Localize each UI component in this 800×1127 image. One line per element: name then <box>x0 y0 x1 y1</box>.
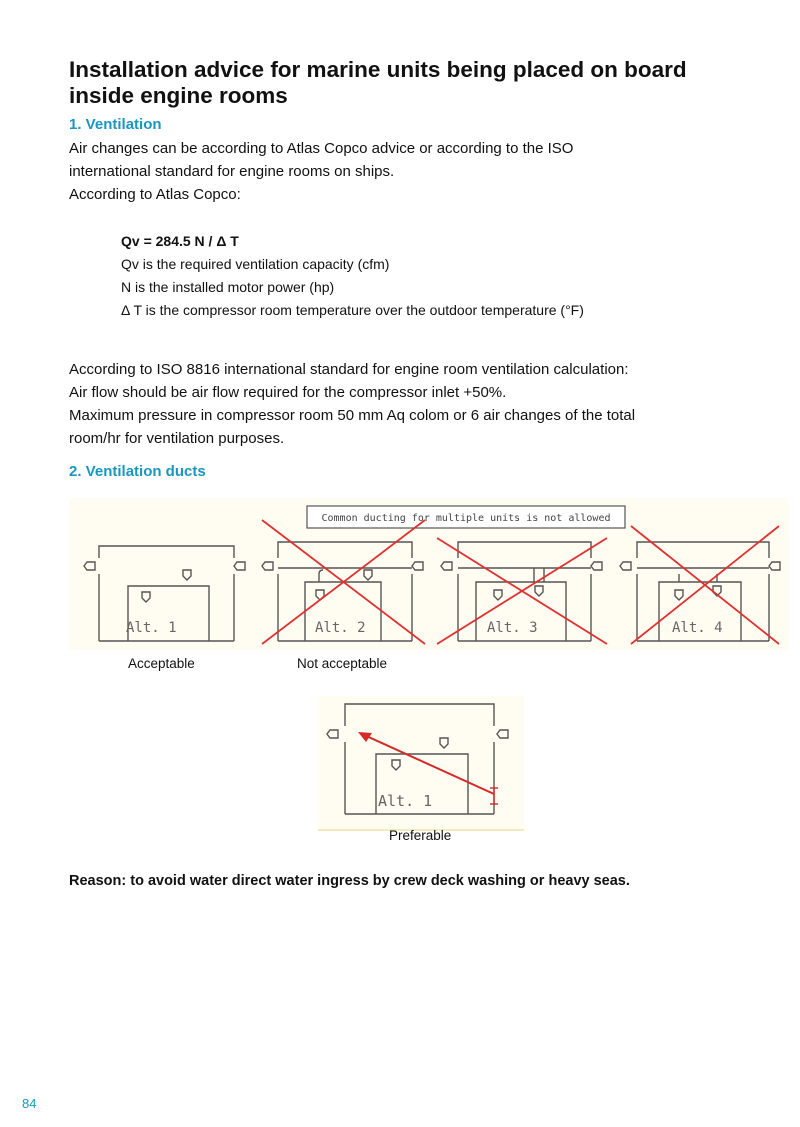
formula: Qv = 284.5 N / Δ T <box>121 233 239 249</box>
formula-definition: N is the installed motor power (hp) <box>121 279 335 295</box>
caption-not-acceptable: Not acceptable <box>297 656 388 671</box>
formula-block <box>121 230 584 322</box>
paragraph-intro <box>69 137 729 206</box>
paragraph-iso <box>69 358 729 450</box>
alt-label: Alt. 4 <box>672 620 723 636</box>
formula-definition: Δ T is the compressor room temperature over the outdoor temperature (°F) <box>121 302 584 318</box>
formula-definition: Qv is the required ventilation capacity (cfm) <box>121 256 390 272</box>
section-heading-ventilation: 1. Ventilation <box>69 116 162 133</box>
reason-note: Reason: to avoid water direct water ingress by crew deck washing or heavy seas. <box>69 873 630 889</box>
duct-alternatives-diagram <box>69 498 789 650</box>
alt-label: Alt. 2 <box>315 620 366 636</box>
section-heading-ducts: 2. Ventilation ducts <box>69 463 206 480</box>
text-line: Air changes can be according to Atlas Copco advice or according to the ISO <box>69 140 574 157</box>
alt-label: Alt. 1 <box>126 620 177 636</box>
text-line: According to ISO 8816 international standard for engine room ventilation calculation: <box>69 361 629 378</box>
caption-acceptable: Acceptable <box>128 656 195 671</box>
alt-label: Alt. 3 <box>487 620 538 636</box>
page-title: Installation advice for marine units being placed on board inside engine rooms <box>69 57 687 108</box>
caption-preferable: Preferable <box>389 828 452 843</box>
text-line: Maximum pressure in compressor room 50 mm Aq colom or 6 air changes of the total <box>69 407 636 424</box>
notice-text: Common ducting for multiple units is not allowed <box>321 513 611 524</box>
text-line: Air flow should be air flow required for the compressor inlet +50%. <box>69 384 507 401</box>
text-line: room/hr for ventilation purposes. <box>69 430 285 447</box>
page-number: 84 <box>22 1096 37 1111</box>
text-line: international standard for engine rooms on ships. <box>69 163 395 180</box>
text-line: According to Atlas Copco: <box>69 186 241 203</box>
preferable-duct-diagram <box>318 696 524 832</box>
alt-label: Alt. 1 <box>378 792 433 810</box>
